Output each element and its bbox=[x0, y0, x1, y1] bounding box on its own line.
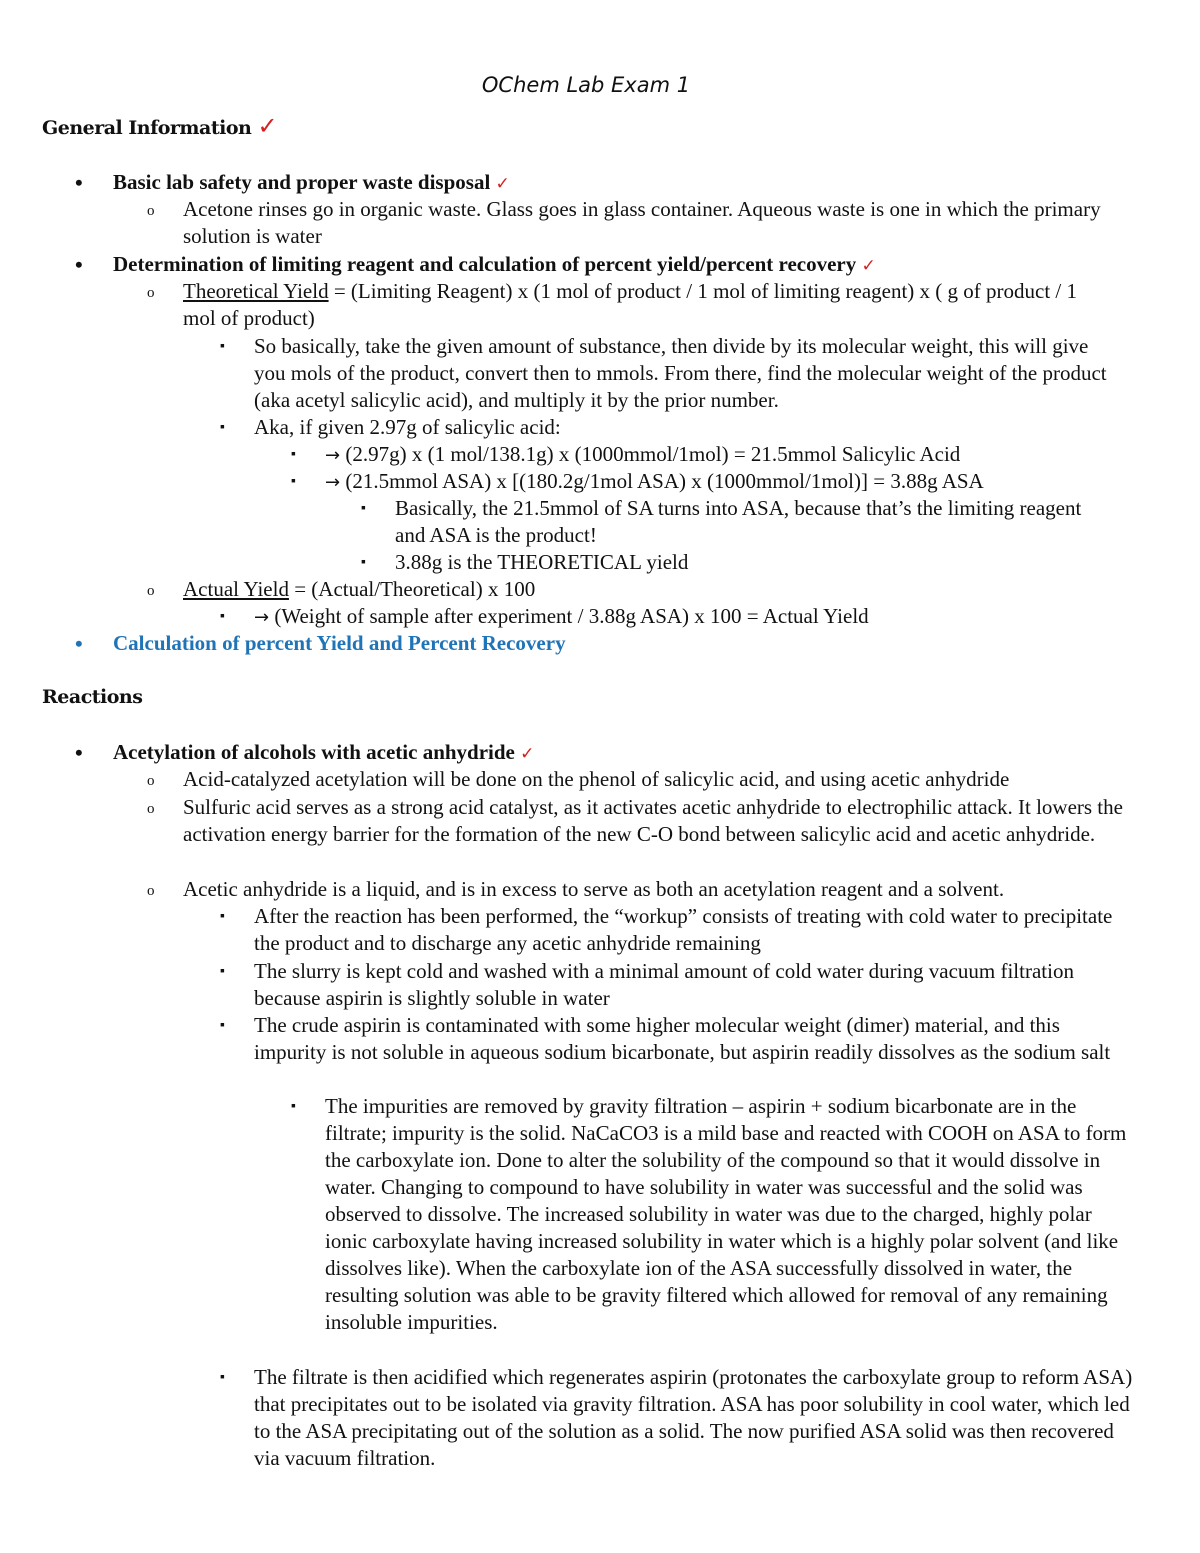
list-item: ▪ After the reaction has been performed, the “workup” consists of treating with cold water to precipitate the product and to discharge any acetic anhydride remaining bbox=[254, 903, 1134, 957]
general-heading-text: General Information bbox=[42, 117, 252, 139]
checkmark-icon: ✓ bbox=[861, 256, 876, 276]
term-actual-yield: Actual Yield bbox=[183, 577, 289, 601]
list-item: ▪ The impurities are removed by gravity filtration – aspirin + sodium bicarbonate are in the filtrate; impurity is the solid. NaCaCO3 is a mild base and reacted with COOH on ASA to form the carboxylate ion. Done to alter the solubility of the compound so that it would dissolve in water. Changing to compound to have solubility in water was successful and the solid was observed to dissolve. The increased solubility in water was due to the charged, highly polar ionic carboxylate having increased solubility in water which is a highly polar solvent (and like dissolves like). When the carboxylate ion of the ASA successfully dissolved in water, the resulting solution was able to be gravity filtered which allowed for removal of any remaining insoluble impurities. bbox=[325, 1093, 1135, 1336]
term-theoretical-yield: Theoretical Yield bbox=[183, 279, 329, 303]
checkmark-icon: ✓ bbox=[257, 112, 278, 140]
list-item: ▪ So basically, take the given amount of substance, then divide by its molecular weight, this will give you mols of the product, convert then to mmols. From there, find the molecular weight of the product (aka acetyl salicylic acid), and multiply it by the prior number. bbox=[254, 333, 1114, 414]
list-item: ▪ → (2.97g) x (1 mol/138.1g) x (1000mmol/1mol) = 21.5mmol Salicylic Acid bbox=[325, 441, 1125, 469]
list-item: o Acetic anhydride is a liquid, and is in excess to serve as both an acetylation reagent and a solvent. bbox=[183, 876, 1143, 903]
list-item: • Acetylation of alcohols with acetic anhydride ✓ bbox=[113, 739, 1173, 768]
checkmark-icon: ✓ bbox=[495, 174, 510, 194]
list-item: ▪ The slurry is kept cold and washed with a minimal amount of cold water during vacuum filtration because aspirin is slightly soluble in water bbox=[254, 958, 1134, 1012]
section-heading-general bbox=[42, 112, 277, 140]
list-item: ▪ The filtrate is then acidified which regenerates aspirin (protonates the carboxylate group to reform ASA) that precipitates out to be isolated via gravity filtration. ASA has poor solubility in cool water, which led to the ASA precipitating out of the solution as a solid. The now purified ASA solid was then recovered via vacuum filtration. bbox=[254, 1364, 1134, 1472]
arrow-right-icon: → bbox=[325, 472, 341, 493]
list-item: ▪ Aka, if given 2.97g of salicylic acid: bbox=[254, 414, 1114, 441]
list-item: o Acetone rinses go in organic waste. Glass goes in glass container. Aqueous waste is one in which the primary solution is water bbox=[183, 196, 1113, 250]
list-item: • Basic lab safety and proper waste disposal ✓ bbox=[113, 169, 1173, 198]
section-heading-reactions: Reactions bbox=[42, 686, 143, 708]
list-item: o Acid-catalyzed acetylation will be done on the phenol of salicylic acid, and using acetic anhydride bbox=[183, 766, 1143, 793]
list-item-highlight: • Calculation of percent Yield and Percent Recovery bbox=[113, 630, 1173, 657]
list-item: ▪ 3.88g is the THEORETICAL yield bbox=[395, 549, 1105, 576]
list-item: o Sulfuric acid serves as a strong acid catalyst, as it activates acetic anhydride to electrophilic attack. It lowers the activation energy barrier for the formation of the new C-O bond between salicylic acid and acetic anhydride. bbox=[183, 794, 1143, 848]
list-item: ▪ → (Weight of sample after experiment / 3.88g ASA) x 100 = Actual Yield bbox=[254, 603, 1114, 631]
arrow-right-icon: → bbox=[325, 445, 341, 466]
list-item: ▪ Basically, the 21.5mmol of SA turns into ASA, because that’s the limiting reagent and ASA is the product! bbox=[395, 495, 1105, 549]
arrow-right-icon: → bbox=[254, 607, 270, 628]
checkmark-icon: ✓ bbox=[520, 744, 535, 764]
list-item: ▪ → (21.5mmol ASA) x [(180.2g/1mol ASA) x (1000mmol/1mol)] = 3.88g ASA bbox=[325, 468, 1125, 496]
list-item: o Actual Yield = (Actual/Theoretical) x 100 bbox=[183, 576, 1113, 603]
page-title: OChem Lab Exam 1 bbox=[481, 73, 691, 97]
list-item: ▪ The crude aspirin is contaminated with some higher molecular weight (dimer) material, and this impurity is not soluble in aqueous sodium bicarbonate, but aspirin readily dissolves as the sodium salt bbox=[254, 1012, 1134, 1066]
list-item: • Determination of limiting reagent and calculation of percent yield/percent recovery ✓ bbox=[113, 251, 1173, 280]
list-item: o Theoretical Yield = (Limiting Reagent) x (1 mol of product / 1 mol of limiting reagent) x ( g of product / 1 mol of product) bbox=[183, 278, 1113, 332]
